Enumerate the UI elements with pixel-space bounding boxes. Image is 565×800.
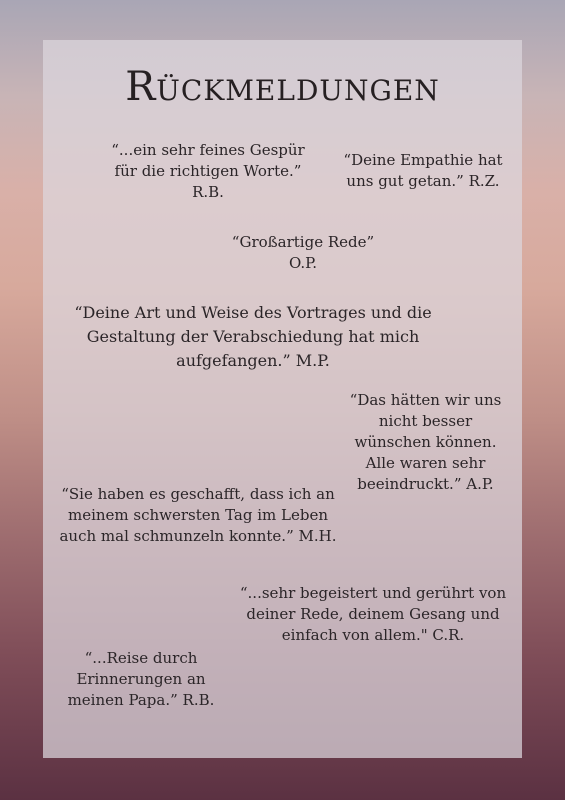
feedback-panel	[43, 40, 522, 758]
quote-line: wünschen können.	[354, 433, 497, 451]
quote-line: einfach von allem." C.R.	[281, 626, 465, 644]
quote-line: beeindruckt.” A.P.	[357, 475, 494, 493]
quote-line: nicht besser	[378, 412, 473, 430]
quote-line: Alle waren sehr	[365, 454, 486, 472]
quote-op	[203, 232, 403, 274]
quote-line: Erinnerungen an	[76, 670, 206, 688]
quote-line: “...Reise durch	[84, 649, 198, 667]
quote-line: R.B.	[192, 183, 224, 201]
quote-line: “Sie haben es geschafft, dass ich an	[61, 485, 335, 503]
quote-line: für die richtigen Worte.”	[114, 162, 302, 180]
quote-rz	[328, 150, 518, 192]
quote-cr	[233, 583, 513, 646]
quote-rb-2	[61, 648, 221, 711]
quote-line: deiner Rede, deinem Gesang und	[246, 605, 500, 623]
quote-line: “Deine Empathie hat	[343, 151, 503, 169]
quote-line: uns gut getan.” R.Z.	[346, 172, 500, 190]
quote-line: meinem schwersten Tag im Leben	[67, 506, 329, 524]
quote-mp	[53, 301, 453, 373]
quote-line: aufgefangen.” M.P.	[176, 351, 330, 370]
page-title: Rückmeldungen	[125, 64, 440, 110]
quote-line: O.P.	[288, 254, 317, 272]
quote-line: “...sehr begeistert und gerührt von	[239, 584, 507, 602]
quote-line: Gestaltung der Verabschiedung hat mich	[86, 327, 420, 346]
quote-rb-1	[83, 140, 333, 203]
quote-mh	[48, 484, 348, 547]
quote-line: meinen Papa.” R.B.	[67, 691, 215, 709]
quote-ap	[343, 390, 508, 495]
quote-line: auch mal schmunzeln konnte.” M.H.	[59, 527, 337, 545]
quote-line: “Das hätten wir uns	[349, 391, 502, 409]
quote-line: “...ein sehr feines Gespür	[111, 141, 305, 159]
quote-line: “Großartige Rede”	[231, 233, 375, 251]
quote-line: “Deine Art und Weise des Vortrages und die	[74, 303, 432, 322]
